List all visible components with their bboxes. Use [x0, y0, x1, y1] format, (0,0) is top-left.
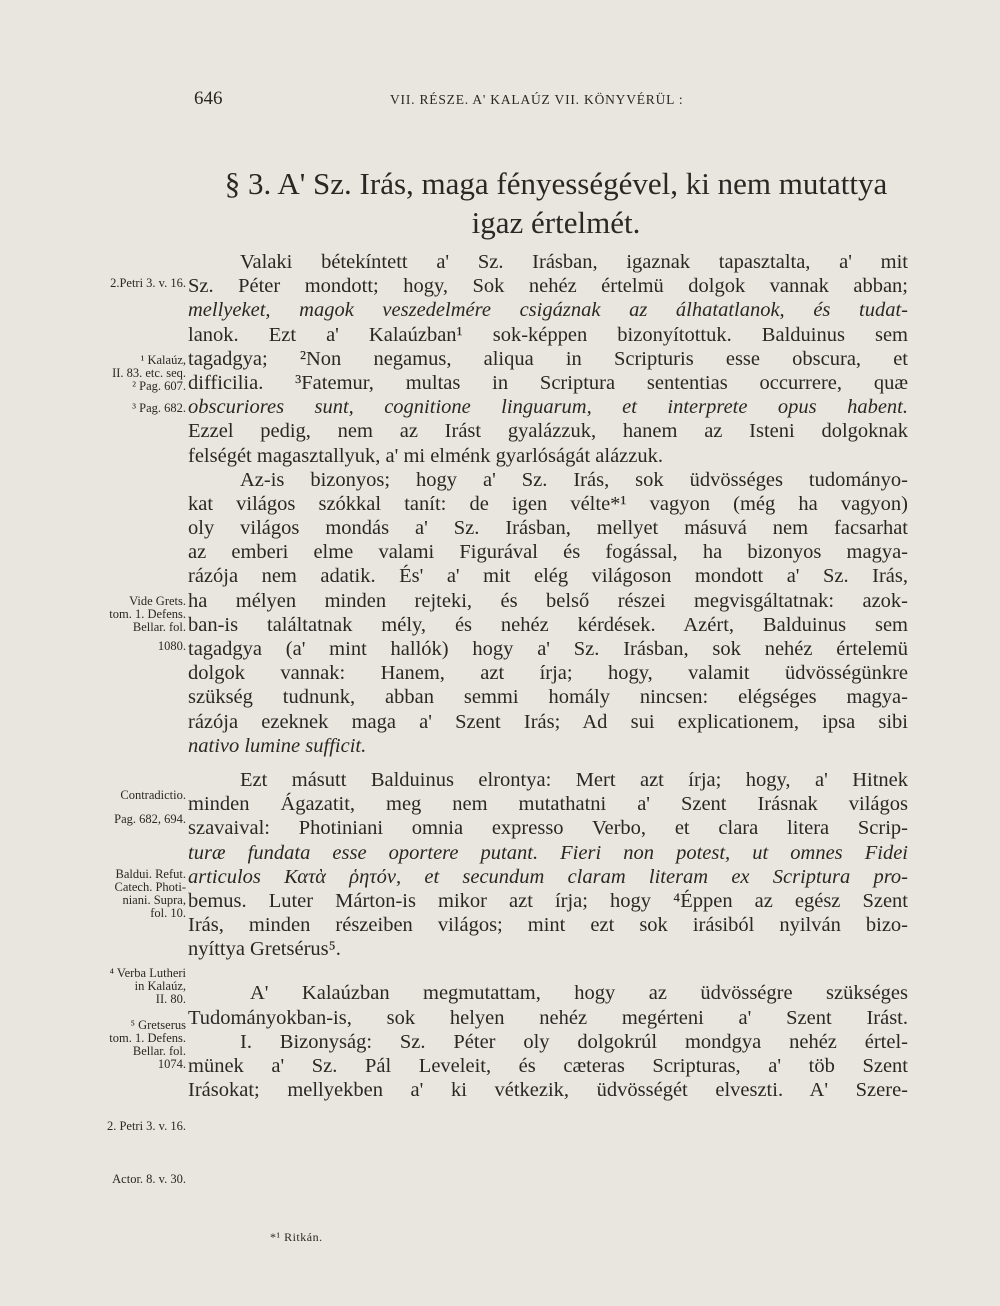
text-line: oly világos mondás a' Sz. Irásban, mellyet másuvá nem facsarhat [188, 517, 908, 540]
margin-note: Pag. 682, 694. [114, 812, 186, 826]
text-line: tagadgya; ²Non negamus, aliqua in Scripturis esse obscura, et [188, 347, 908, 370]
section-title [186, 164, 926, 242]
text-line: münek a' Sz. Pál Leveleit, és cæteras Scripturas, a' töb Szent [188, 1055, 908, 1077]
text-line: rázója ezeknek maga a' Szent Irás; Ad sui explicationem, ipsa sibi [188, 710, 908, 733]
text-line: nativo lumine sufficit. [188, 734, 367, 757]
margin-note: ⁵ Gretserus tom. 1. Defens. Bellar. fol. 1074. [109, 1018, 186, 1071]
text-line: szükség tudnunk, abban semmi homály nincsen: elégséges magya- [188, 686, 908, 709]
main-text [188, 250, 908, 1102]
margin-note: 2.Petri 3. v. 16. [110, 276, 186, 290]
text-line: turæ fundata esse oportere putant. Fieri non potest, ut omnes Fidei [188, 841, 908, 864]
margin-note: ³ Pag. 682. [132, 401, 186, 415]
text-line: lanok. Ezt a' Kalaúzban¹ sok-képpen bizonyítottuk. Balduinus sem [188, 323, 908, 346]
text-line: obscuriores sunt, cognitione linguarum, et interprete opus habent. [188, 396, 908, 419]
text-line: A' Kalaúzban megmutattam, hogy az üdvösségre szükséges [250, 982, 908, 1005]
margin-note: ¹ Kalaúz, II. 83. etc. seq. ² Pag. 607. [112, 353, 186, 393]
text-line: articulos Κατὰ ῥητόν, et secundum claram literam ex Scriptura pro- [188, 865, 908, 888]
text-line: Tudományokban-is, sok helyen nehéz megérteni a' Szent Irást. [188, 1006, 908, 1029]
page-number: 646 [194, 88, 223, 109]
margin-note: Actor. 8. v. 30. [112, 1172, 186, 1186]
text-line: Irás, minden részeiben világos; mint ezt sok irásiból nyilván bizo- [188, 914, 908, 937]
text-line: rázója nem adatik. És' a' mit elég világoson mondott a' Sz. Irás, [188, 565, 908, 588]
margin-note: Contradictio. [120, 788, 186, 802]
text-line: I. Bizonyság: Sz. Péter oly dolgokrúl mondgya nehéz értel- [240, 1030, 908, 1053]
text-line: tagadgya (a' mint hallók) hogy a' Sz. Irásban, sok nehéz értelemü [188, 638, 908, 660]
text-line: Valaki bétekíntett a' Sz. Irásban, igaznak tapasztalta, a' mit [240, 251, 908, 273]
text-line: mellyeket, magok veszedelmére csigáznak az álhatatlanok, és tudat- [188, 299, 908, 322]
text-line: ha mélyen minden rejteki, és belső részei megvisgáltatnak: azok- [188, 589, 908, 612]
text-line: Sz. Péter mondott; hogy, Sok nehéz értelmü dolgok vannak abban; [188, 275, 908, 298]
text-line: difficilia. ³Fatemur, multas in Scriptura sententias occurrere, quæ [188, 371, 908, 394]
text-line: ban-is találtatnak mély, és nehéz kérdések. Azért, Balduinus sem [188, 613, 908, 636]
running-title: VII. RÉSZE. A' KALAÚZ VII. KÖNYVÉRÜL : [390, 92, 684, 107]
text-line: kat világos szókkal tanít: de igen vélte*¹ vagyon (még ha vagyon) [188, 492, 908, 515]
text-line: felségét magasztallyuk, a' mi elménk gyarlóságát alázzuk. [188, 444, 664, 467]
text-line: az emberi elme valami Figurával és fogással, ha bizonyos magya- [188, 541, 908, 564]
footnote: *¹ Ritkán. [270, 1230, 323, 1244]
text-line: Ezzel pedig, nem az Irást gyalázzuk, hanem az Isteni dolgoknak [188, 420, 908, 443]
page-header [0, 88, 1000, 114]
margin-note: Vide Grets. tom. 1. Defens. Bellar. fol. 1080. [109, 594, 186, 653]
text-line: bemus. Luter Márton-is mikor azt írja; hogy ⁴Éppen az egész Szent [188, 889, 908, 912]
text-line: nyíttya Gretsérus⁵. [188, 938, 341, 961]
margin-note: 2. Petri 3. v. 16. [106, 1119, 186, 1133]
margin-note: Baldui. Refut. Catech. Photi- niani. Supra, fol. 10. [114, 867, 186, 920]
text-line: dolgok vannak: Hanem, azt írja; hogy, valamit üdvösségünkre [188, 662, 908, 685]
section-title-line-1: § 3. A' Sz. Irás, maga fényességével, ki nem mutattya [224, 166, 888, 201]
text-line: Az-is bizonyos; hogy a' Sz. Irás, sok üdvösséges tudományo- [240, 468, 908, 491]
section-title-line-2: igaz értelmét. [471, 205, 641, 240]
text-line: Irásokat; mellyekben a' ki vétkezik, üdvösségét elveszti. A' Szere- [188, 1079, 908, 1102]
text-line: minden Ágazatit, meg nem mutathatni a' Szent Irásnak világos [188, 793, 908, 816]
margin-note: ⁴ Verba Lutheri in Kalaúz, II. 80. [109, 966, 186, 1006]
text-line: Ezt másutt Balduinus elrontya: Mert azt írja; hogy, a' Hitnek [240, 768, 908, 791]
text-line: szavaival: Photiniani omnia expresso Verbo, et clara litera Scrip- [188, 817, 908, 840]
